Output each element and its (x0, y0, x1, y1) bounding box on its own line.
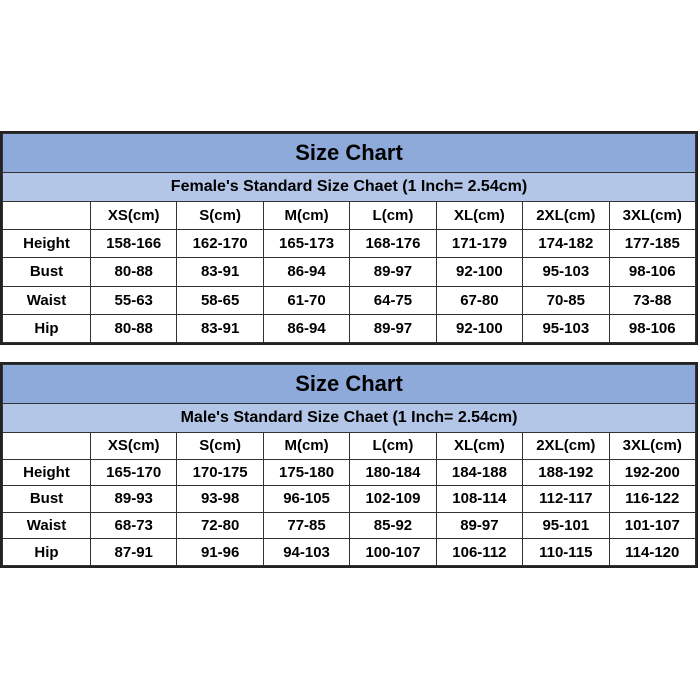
table-cell: 72-80 (177, 512, 263, 539)
row-label: Hip (3, 539, 91, 566)
table-cell: 174-182 (523, 230, 609, 258)
table-cell: 108-114 (436, 486, 522, 513)
header-cell: L(cm) (350, 433, 436, 460)
table-cell: 67-80 (436, 286, 522, 314)
row-label: Height (3, 459, 91, 486)
female-size-table (2, 133, 696, 343)
header-cell: XS(cm) (91, 433, 177, 460)
row-label: Hip (3, 314, 91, 342)
table-cell: 89-97 (436, 512, 522, 539)
table-cell: 116-122 (609, 486, 695, 513)
table-row (3, 258, 696, 286)
table-cell: 110-115 (523, 539, 609, 566)
table-cell: 112-117 (523, 486, 609, 513)
table-row (3, 486, 696, 513)
table-cell: 102-109 (350, 486, 436, 513)
header-cell: M(cm) (263, 202, 349, 230)
table-cell: 180-184 (350, 459, 436, 486)
table-cell: 93-98 (177, 486, 263, 513)
table-cell: 95-101 (523, 512, 609, 539)
table-cell: 73-88 (609, 286, 695, 314)
chart-title: Size Chart (3, 365, 696, 404)
table-cell: 168-176 (350, 230, 436, 258)
table-cell: 55-63 (91, 286, 177, 314)
table-cell: 98-106 (609, 314, 695, 342)
row-label: Bust (3, 486, 91, 513)
table-cell: 162-170 (177, 230, 263, 258)
chart-subtitle: Male's Standard Size Chaet (1 Inch= 2.54cm) (3, 404, 696, 433)
table-cell: 184-188 (436, 459, 522, 486)
table-row (3, 512, 696, 539)
header-cell: 2XL(cm) (523, 202, 609, 230)
table-row (3, 286, 696, 314)
header-row (3, 433, 696, 460)
row-label: Waist (3, 286, 91, 314)
table-cell: 92-100 (436, 314, 522, 342)
table-cell: 89-97 (350, 314, 436, 342)
table-cell: 101-107 (609, 512, 695, 539)
header-cell: M(cm) (263, 433, 349, 460)
male-size-chart (0, 362, 698, 568)
table-row (3, 230, 696, 258)
header-cell: XS(cm) (91, 202, 177, 230)
header-cell: S(cm) (177, 433, 263, 460)
table-cell: 85-92 (350, 512, 436, 539)
table-cell: 83-91 (177, 258, 263, 286)
table-cell: 64-75 (350, 286, 436, 314)
table-cell: 96-105 (263, 486, 349, 513)
table-cell: 171-179 (436, 230, 522, 258)
header-cell: 3XL(cm) (609, 433, 695, 460)
table-cell: 68-73 (91, 512, 177, 539)
header-cell: 2XL(cm) (523, 433, 609, 460)
row-label: Bust (3, 258, 91, 286)
chart-title: Size Chart (3, 134, 696, 173)
header-cell: XL(cm) (436, 433, 522, 460)
row-label: Waist (3, 512, 91, 539)
table-row (3, 539, 696, 566)
header-cell: L(cm) (350, 202, 436, 230)
table-cell: 192-200 (609, 459, 695, 486)
table-cell: 170-175 (177, 459, 263, 486)
table-cell: 86-94 (263, 314, 349, 342)
table-cell: 100-107 (350, 539, 436, 566)
table-cell: 83-91 (177, 314, 263, 342)
table-cell: 158-166 (91, 230, 177, 258)
table-cell: 188-192 (523, 459, 609, 486)
table-cell: 87-91 (91, 539, 177, 566)
table-cell: 77-85 (263, 512, 349, 539)
table-cell: 58-65 (177, 286, 263, 314)
table-cell: 86-94 (263, 258, 349, 286)
table-cell: 94-103 (263, 539, 349, 566)
header-row (3, 202, 696, 230)
table-cell: 80-88 (91, 314, 177, 342)
table-cell: 61-70 (263, 286, 349, 314)
table-row (3, 459, 696, 486)
table-cell: 98-106 (609, 258, 695, 286)
header-cell (3, 202, 91, 230)
header-cell: 3XL(cm) (609, 202, 695, 230)
table-cell: 89-93 (91, 486, 177, 513)
header-cell: S(cm) (177, 202, 263, 230)
table-row (3, 314, 696, 342)
table-cell: 70-85 (523, 286, 609, 314)
table-cell: 92-100 (436, 258, 522, 286)
table-cell: 95-103 (523, 314, 609, 342)
table-cell: 89-97 (350, 258, 436, 286)
table-cell: 165-173 (263, 230, 349, 258)
table-cell: 91-96 (177, 539, 263, 566)
table-cell: 80-88 (91, 258, 177, 286)
header-cell (3, 433, 91, 460)
table-cell: 165-170 (91, 459, 177, 486)
table-cell: 177-185 (609, 230, 695, 258)
table-cell: 106-112 (436, 539, 522, 566)
table-cell: 95-103 (523, 258, 609, 286)
table-cell: 114-120 (609, 539, 695, 566)
male-size-table (2, 364, 696, 566)
row-label: Height (3, 230, 91, 258)
chart-subtitle: Female's Standard Size Chaet (1 Inch= 2.54cm) (3, 173, 696, 202)
female-size-chart (0, 131, 698, 345)
table-cell: 175-180 (263, 459, 349, 486)
header-cell: XL(cm) (436, 202, 522, 230)
